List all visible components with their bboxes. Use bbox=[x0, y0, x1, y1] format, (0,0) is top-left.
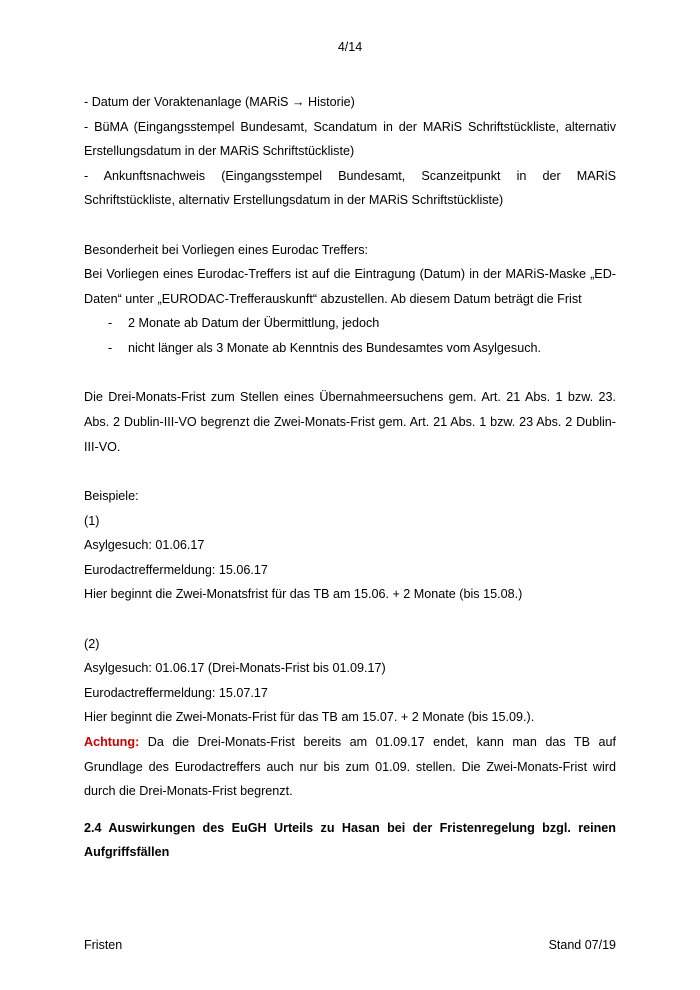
warning-label: Achtung: bbox=[84, 735, 140, 750]
page-footer bbox=[84, 938, 616, 952]
example-2-number: (2) bbox=[84, 636, 100, 651]
footer-left-label: Fristen bbox=[84, 938, 123, 952]
intro-line-3: - Ankunftsnachweis (Eingangsstempel Bundesamt, Scanzeitpunkt in der MARiS Schriftstückliste, alternativ Erstellungsdatum in der MARiS Schriftstückliste) bbox=[84, 168, 616, 208]
footer-right-label: Stand 07/19 bbox=[548, 938, 616, 952]
dash-marker: - bbox=[108, 316, 113, 331]
example-2-line-2: Eurodactreffermeldung: 15.07.17 bbox=[84, 685, 268, 700]
spacer bbox=[84, 213, 616, 238]
dash-marker: - bbox=[108, 340, 113, 355]
example-2-warning bbox=[84, 730, 616, 804]
example-1-line-3: Hier beginnt die Zwei-Monatsfrist für das TB am 15.06. + 2 Monate (bis 15.08.) bbox=[84, 587, 523, 602]
example-1-line-1: Asylgesuch: 01.06.17 bbox=[84, 538, 205, 553]
document-body bbox=[84, 54, 616, 865]
examples-label: Beispiele: bbox=[84, 489, 139, 504]
list-item bbox=[84, 311, 616, 336]
eurodac-paragraph: Bei Vorliegen eines Eurodac-Treffers ist auf die Eintragung (Datum) in der MARiS-Maske „ED-Daten“ unter „EURODAC-Trefferauskunft“ abzustellen. Ab diesem Datum beträgt die Frist bbox=[84, 267, 616, 306]
example-2-line-1: Asylgesuch: 01.06.17 (Drei-Monats-Frist bis 01.09.17) bbox=[84, 661, 386, 676]
example-1-line-2: Eurodactreffermeldung: 15.06.17 bbox=[84, 562, 268, 577]
drei-monats-paragraph: Die Drei-Monats-Frist zum Stellen eines Übernahmeersuchens gem. Art. 21 Abs. 1 bzw. 23. Abs. 2 Dublin-III-VO begrenzt die Zwei-Monats-Frist gem. Art. 21 Abs. 1 bzw. 23 Abs. 2 Dublin-III-VO. bbox=[84, 390, 616, 454]
eurodac-heading: Besonderheit bei Vorliegen eines Eurodac Treffers: bbox=[84, 242, 369, 257]
section-heading-2-4: 2.4 Auswirkungen des EuGH Urteils zu Hasan bei der Fristenregelung bzgl. reinen Aufgriffsfällen bbox=[84, 820, 616, 860]
frist-bullet-list bbox=[84, 311, 616, 360]
spacer bbox=[84, 804, 616, 816]
example-2-line-3: Hier beginnt die Zwei-Monats-Frist für das TB am 15.07. + 2 Monate (bis 15.09.). bbox=[84, 710, 535, 725]
example-1-number: (1) bbox=[84, 513, 100, 528]
warning-text: Da die Drei-Monats-Frist bereits am 01.09.17 endet, kann man das TB auf Grundlage des Eurodactreffers auch nur bis zum 01.09. stellen. Die Zwei-Monats-Frist wird durch die Drei-Monats-Frist begrenzt. bbox=[84, 735, 616, 799]
list-item-label: nicht länger als 3 Monate ab Kenntnis des Bundesamtes vom Asylgesuch. bbox=[128, 340, 542, 355]
spacer bbox=[84, 459, 616, 484]
page-number: 4/14 bbox=[337, 40, 363, 54]
spacer bbox=[84, 360, 616, 385]
intro-line-1: - Datum der Voraktenanlage (MARiS → Historie) bbox=[84, 95, 355, 109]
list-item bbox=[84, 336, 616, 361]
intro-line-2: - BüMA (Eingangsstempel Bundesamt, Scandatum in der MARiS Schriftstückliste, alternativ Erstellungsdatum in der MARiS Schriftstückliste) bbox=[84, 119, 616, 159]
spacer bbox=[84, 607, 616, 632]
list-item-label: 2 Monate ab Datum der Übermittlung, jedoch bbox=[128, 316, 380, 331]
